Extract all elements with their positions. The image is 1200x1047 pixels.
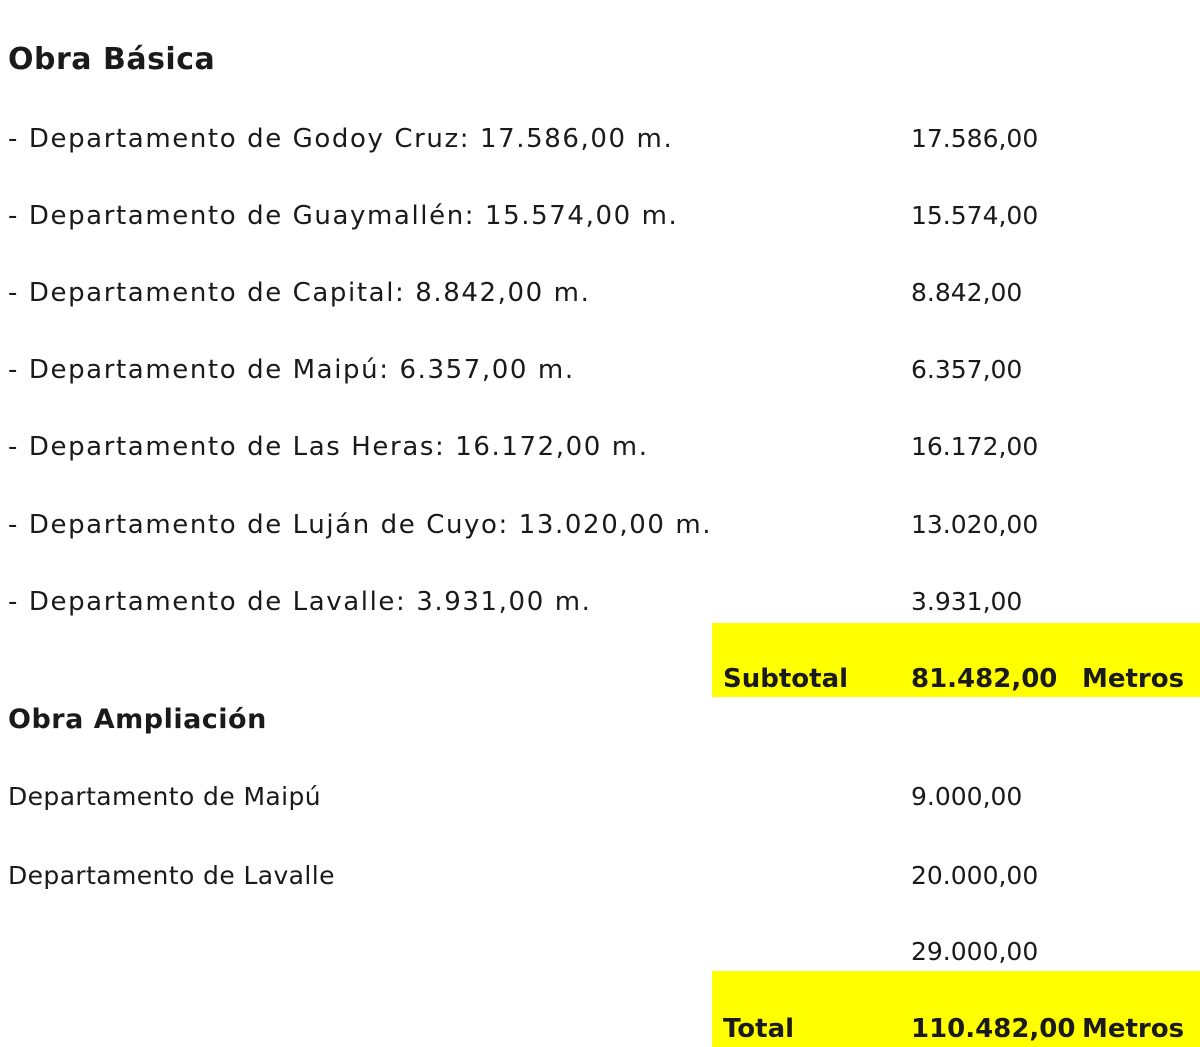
list-item-value: 9.000,00	[911, 782, 1023, 811]
list-item-label: - Departamento de Las Heras: 16.172,00 m.	[8, 432, 649, 462]
list-item-value: 17.586,00	[911, 124, 1039, 153]
list-item-label: - Departamento de Luján de Cuyo: 13.020,00 m.	[8, 510, 713, 540]
total-unit: Metros	[1082, 1014, 1185, 1044]
list-item-value: 13.020,00	[911, 510, 1039, 539]
subtotal-label: Subtotal	[723, 664, 849, 694]
subtotal-unit: Metros	[1082, 664, 1185, 694]
ampliacion-sum-value: 29.000,00	[911, 937, 1039, 966]
heading-obra-basica: Obra Básica	[8, 42, 216, 77]
list-item-label: - Departamento de Lavalle: 3.931,00 m.	[8, 587, 592, 617]
list-item-label: Departamento de Lavalle	[8, 861, 335, 890]
heading-obra-ampliacion: Obra Ampliación	[8, 704, 267, 735]
list-item-label: - Departamento de Guaymallén: 15.574,00 m.	[8, 201, 679, 231]
list-item-value: 16.172,00	[911, 432, 1039, 461]
list-item-value: 20.000,00	[911, 861, 1039, 890]
list-item-value: 15.574,00	[911, 201, 1039, 230]
list-item-label: - Departamento de Capital: 8.842,00 m.	[8, 278, 591, 308]
list-item-value: 8.842,00	[911, 278, 1023, 307]
subtotal-value: 81.482,00	[911, 664, 1058, 694]
total-value: 110.482,00	[911, 1014, 1076, 1044]
list-item-label: Departamento de Maipú	[8, 782, 321, 811]
list-item-label: - Departamento de Maipú: 6.357,00 m.	[8, 355, 575, 385]
total-label: Total	[723, 1014, 795, 1044]
list-item-label: - Departamento de Godoy Cruz: 17.586,00 m.	[8, 124, 674, 154]
list-item-value: 6.357,00	[911, 355, 1023, 384]
list-item-value: 3.931,00	[911, 587, 1023, 616]
